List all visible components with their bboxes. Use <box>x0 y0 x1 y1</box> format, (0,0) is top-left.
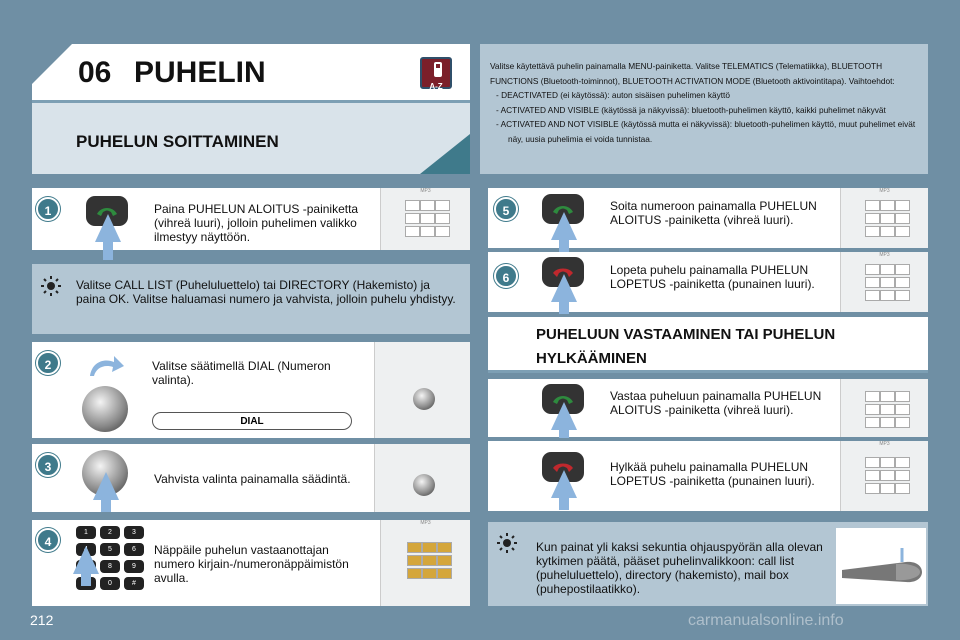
keypad-key: 4 <box>76 543 96 556</box>
step-2-text: Valitse säätimellä DIAL (Numeron valinta). <box>152 359 331 387</box>
device-keygrid <box>865 457 928 494</box>
arrow-stem <box>101 500 111 512</box>
steering-stalk-icon <box>836 528 926 604</box>
phone-keypad-device <box>840 441 928 511</box>
press-arrow <box>551 470 577 510</box>
section-title: PUHELUN SOITTAMINEN <box>76 132 279 151</box>
press-arrow <box>551 212 577 252</box>
keypad-key: 9 <box>124 560 144 573</box>
device-label: MP3 <box>879 252 890 258</box>
control-panel-knob <box>413 474 435 496</box>
tip-sun-icon <box>40 275 62 302</box>
device-keygrid <box>865 264 928 301</box>
control-panel-knob <box>413 388 435 410</box>
header-corner-cut <box>32 44 72 84</box>
info-intro: Valitse käytettävä puhelin painamalla MENU-painiketta. Valitse TELEMATICS (Telematiikka), BLUETOOTH FUNCTIONS (Bluetooth-toiminnot), BLUETOOTH ACTIVATION MODE (Bluetooth aktivointitapa). Vaihtoehdot: <box>490 61 895 86</box>
header-corner-triangle <box>420 134 470 174</box>
arrow-head <box>73 546 99 574</box>
keypad-key: 3 <box>124 526 144 539</box>
step-1-text: Paina PUHELUN ALOITUS -painiketta (vihreä luuri), jolloin puhelimen valikko ilmestyy näyttöön. <box>154 202 359 244</box>
step-4-number: 4 <box>36 528 60 552</box>
press-arrow <box>95 214 121 260</box>
arrow-stem <box>81 574 91 586</box>
arrow-stem <box>559 240 569 252</box>
keypad-key: 5 <box>100 543 120 556</box>
index-az-icon[interactable] <box>420 57 452 89</box>
step-4-text: Näppäile puhelun vastaanottajan numero kirjain-/numeronäppäimistön avulla. <box>154 543 349 585</box>
device-label: MP3 <box>420 520 431 526</box>
info-option: - ACTIVATED AND VISIBLE (käytössä ja näkyvissä): bluetooth-puhelimen käyttö, kaikki puhelimet näkyvät <box>490 103 918 118</box>
keypad-key: # <box>124 577 144 590</box>
info-options <box>490 88 918 146</box>
keypad-key: 0 <box>100 577 120 590</box>
control-knob <box>82 386 128 432</box>
phone-keypad-device <box>380 520 470 606</box>
step-6-text: Lopeta puhelu painamalla PUHELUN LOPETUS -painiketta (punainen luuri). <box>610 263 815 291</box>
arrow-stem <box>103 242 113 260</box>
device-label: MP3 <box>879 441 890 447</box>
phone-keypad-device <box>840 188 928 248</box>
step-5-text: Soita numeroon painamalla PUHELUN ALOITUS -painiketta (vihreä luuri). <box>610 199 817 227</box>
dial-badge: DIAL <box>152 412 352 430</box>
step-1-number: 1 <box>36 197 60 221</box>
info-option: - ACTIVATED AND NOT VISIBLE (käytössä mutta ei näkyvissä): bluetooth-puhelimen käyttö, muut puhelimet eivät näy, uusia puhelimia ei voida tunnistaa. <box>490 117 918 146</box>
device-keygrid <box>405 200 470 237</box>
chapter-number: 06 <box>78 56 112 89</box>
phone-keypad-device <box>840 379 928 437</box>
arrow-head <box>551 402 577 430</box>
step-3-text: Vahvista valinta painamalla säädintä. <box>154 472 351 486</box>
keypad-key: 2 <box>100 526 120 539</box>
reject-text: Hylkää puhelu painamalla PUHELUN LOPETUS -painiketta (punainen luuri). <box>610 460 815 488</box>
device-label: MP3 <box>420 188 431 194</box>
control-panel-device <box>374 444 470 512</box>
device-keygrid <box>865 391 928 428</box>
tip-1-text: Valitse CALL LIST (Puheluluettelo) tai DIRECTORY (Hakemisto) ja paina OK. Valitse haluamasi numero ja vahvista, jolloin puhelu yhdistyy. <box>76 278 456 306</box>
arrow-head <box>551 470 577 498</box>
arrow-stem <box>559 302 569 314</box>
answer-text: Vastaa puheluun painamalla PUHELUN ALOITUS -painiketta (vihreä luuri). <box>610 389 822 417</box>
arrow-head <box>95 214 121 242</box>
device-keygrid <box>407 542 470 579</box>
arrow-stem <box>559 498 569 510</box>
tip-sun-icon <box>496 532 518 559</box>
page-number: 212 <box>30 612 54 628</box>
device-label: MP3 <box>879 188 890 194</box>
phone-glyph-icon <box>422 59 454 81</box>
arrow-head <box>551 212 577 240</box>
keypad-key: 6 <box>124 543 144 556</box>
arrow-stem <box>559 430 569 438</box>
rotate-arrow-icon <box>86 352 126 385</box>
step-3-number: 3 <box>36 453 60 477</box>
arrow-head <box>551 274 577 302</box>
keypad-key: 7 <box>76 560 96 573</box>
phone-keypad-device <box>840 252 928 312</box>
step-2-number: 2 <box>36 351 60 375</box>
header-divider <box>32 100 470 103</box>
device-keygrid <box>865 200 928 237</box>
chapter-title: PUHELIN <box>134 56 266 89</box>
site-watermark: carmanualsonline.info <box>688 612 844 629</box>
press-arrow <box>551 402 577 438</box>
az-label: A-Z <box>429 82 443 91</box>
press-arrow <box>551 274 577 314</box>
press-arrow <box>93 472 119 512</box>
press-arrow <box>73 546 99 586</box>
info-option: - DEACTIVATED (ei käytössä): auton sisäisen puhelimen käyttö <box>490 88 918 103</box>
step-6-number: 6 <box>494 264 518 288</box>
bluetooth-info-box <box>480 44 928 174</box>
keypad-key: 8 <box>100 560 120 573</box>
arrow-head <box>93 472 119 500</box>
phone-keypad-device <box>380 188 470 250</box>
keypad-key: 1 <box>76 526 96 539</box>
section-2-title: PUHELUUN VASTAAMINEN TAI PUHELUN HYLKÄÄMINEN <box>536 326 836 367</box>
tip-2-text: Kun painat yli kaksi sekuntia ohjauspyörän alla olevan kytkimen päätä, pääset puhelinvalikkoon: call list (puheluluettelo), directory (hakemisto), mail box (puhepostilaatikko). <box>536 540 823 596</box>
control-panel-device <box>374 342 470 438</box>
step-5-number: 5 <box>494 197 518 221</box>
